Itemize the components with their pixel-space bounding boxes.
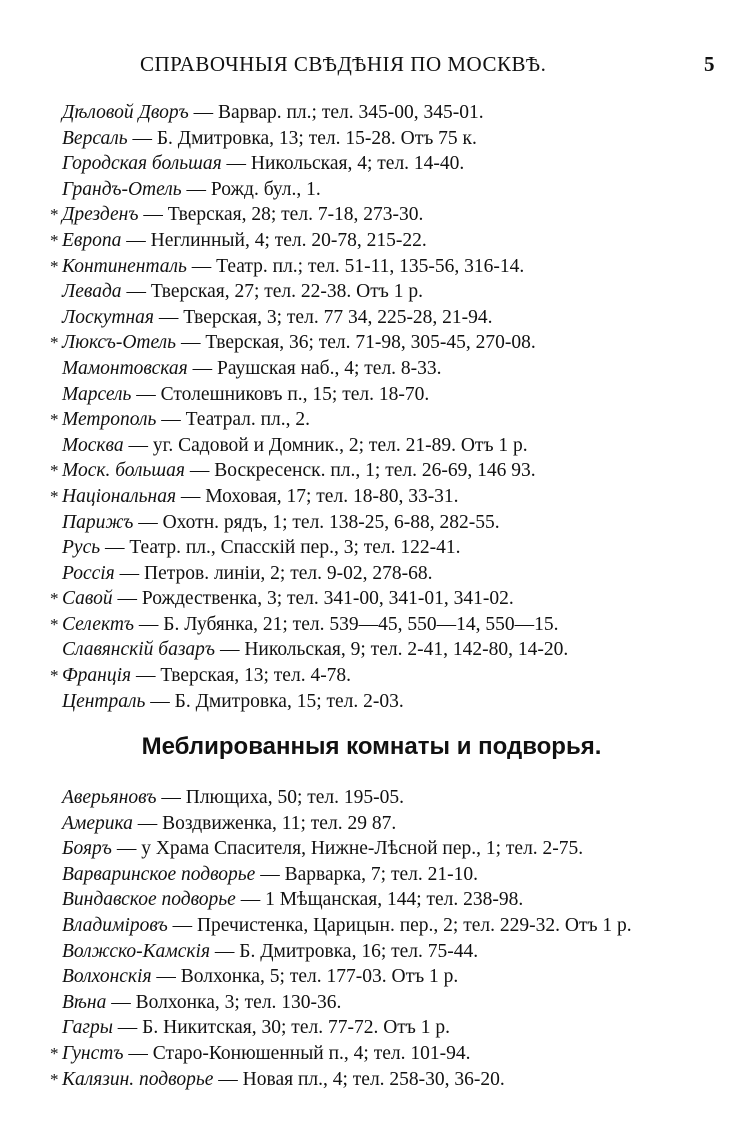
entry-name: Парижъ — [62, 511, 134, 533]
entry-name: Мамонтовская — [62, 357, 188, 379]
entry-name: Марсель — [62, 383, 132, 405]
list-item — [28, 356, 718, 382]
entry-details: — Волхонка, 3; тел. 130-36. — [106, 991, 342, 1013]
entry-details: — Старо-Конюшенный п., 4; тел. 101-94. — [123, 1042, 471, 1064]
entry-details: — Рожд. бул., 1. — [181, 178, 321, 200]
entry-details: — Тверская, 28; тел. 7-18, 273-30. — [138, 204, 424, 226]
entry-name: Моск. большая — [62, 460, 185, 482]
entry-details: — Петров. линіи, 2; тел. 9-02, 278-68. — [114, 562, 433, 584]
star-mark: * — [50, 256, 59, 276]
entry-details: — Воскресенск. пл., 1; тел. 26-69, 146 93. — [184, 460, 536, 482]
star-mark: * — [50, 461, 59, 481]
entry-name: Централь — [62, 690, 146, 712]
entry-details: — Плющиха, 50; тел. 195-05. — [156, 787, 405, 808]
entry-details: — Моховая, 17; тел. 18-80, 33-31. — [176, 485, 459, 507]
entry-name: Люксъ-Отель — [62, 332, 177, 354]
entry-details: — Театр. пл., Спасскій пер., 3; тел. 122-41. — [100, 537, 461, 559]
entry-details: — Театр. пл.; тел. 51-11, 135-56, 316-14. — [186, 255, 525, 277]
entry-name: Аверьяновъ — [62, 787, 157, 808]
star-mark: * — [50, 1043, 59, 1063]
entry-details: — Пречистенка, Царицын. пер., 2; тел. 229-32. Отъ 1 р. — [167, 914, 632, 936]
entry-details: — у Храма Спасителя, Нижне-Лѣсной пер., 1; тел. 2-75. — [111, 838, 584, 860]
star-mark: * — [50, 1069, 59, 1089]
entry-details: — Театрал. пл., 2. — [156, 409, 311, 431]
entry-name: Виндавское подворье — [62, 889, 236, 911]
list-item — [28, 663, 718, 689]
list-item — [28, 100, 718, 126]
star-mark: * — [50, 589, 59, 609]
entry-name: Національная — [62, 485, 177, 507]
list-item — [28, 990, 718, 1016]
section-heading: Меблированныя комнаты и подворья. — [141, 733, 602, 760]
entry-name: Россія — [62, 562, 115, 584]
list-item — [28, 151, 718, 177]
entry-name: Владиміровъ — [62, 914, 168, 936]
page-header — [0, 52, 743, 82]
list-item — [28, 561, 718, 587]
entry-details: — Б. Дмитровка, 15; тел. 2-03. — [145, 690, 404, 712]
entry-details: — 1 Мѣщанская, 144; тел. 238-98. — [235, 889, 524, 911]
list-item — [28, 484, 718, 510]
list-item — [28, 228, 718, 254]
list-item — [28, 964, 718, 990]
entry-details: — Тверская, 3; тел. 77 34, 225-28, 21-94. — [153, 306, 493, 328]
list-item — [28, 836, 718, 862]
entry-name: Континенталь — [62, 255, 187, 277]
entry-name: Русь — [62, 537, 101, 559]
entry-name: Вѣна — [62, 991, 107, 1013]
entry-details: — Варварка, 7; тел. 21-10. — [255, 863, 478, 885]
entry-details: — Варвар. пл.; тел. 345-00, 345-01. — [188, 102, 484, 123]
list-item — [28, 305, 718, 331]
entry-details: — Б. Дмитровка, 13; тел. 15-28. Отъ 75 к. — [127, 127, 477, 149]
list-item — [28, 1067, 718, 1093]
entry-details: — Никольская, 9; тел. 2-41, 142-80, 14-20. — [215, 639, 569, 661]
entry-name: Гунстъ — [62, 1042, 124, 1064]
entry-name: Америка — [62, 812, 133, 834]
star-mark: * — [50, 614, 59, 634]
entry-details: — Тверская, 13; тел. 4-78. — [131, 665, 352, 687]
entry-details: — Тверская, 27; тел. 22-38. Отъ 1 р. — [121, 281, 423, 303]
entry-details: — Неглинный, 4; тел. 20-78, 215-22. — [121, 229, 427, 251]
entry-name: Варваринское подворье — [62, 863, 256, 885]
list-item — [28, 433, 718, 459]
entry-details: — Б. Никитская, 30; тел. 77-72. Отъ 1 р. — [112, 1017, 451, 1039]
list-item — [28, 887, 718, 913]
star-mark: * — [50, 666, 59, 686]
entry-name: Городская большая — [62, 153, 222, 175]
list-item — [28, 637, 718, 663]
entry-name: Левада — [62, 281, 122, 303]
entry-name: Селектъ — [62, 613, 135, 635]
entry-details: — уг. Садовой и Домник., 2; тел. 21-89. Отъ 1 р. — [123, 434, 528, 456]
list-item — [28, 254, 718, 280]
star-mark: * — [50, 333, 59, 353]
entry-name: Дрезденъ — [62, 204, 139, 226]
list-item — [28, 535, 718, 561]
rooms-list — [28, 785, 718, 1092]
list-item — [28, 785, 718, 811]
star-mark: * — [50, 230, 59, 250]
page-number: 5 — [704, 52, 715, 76]
list-item — [28, 913, 718, 939]
star-mark: * — [50, 486, 59, 506]
star-mark: * — [50, 410, 59, 430]
entry-name: Лоскутная — [62, 306, 154, 328]
entry-name: Грандъ-Отель — [62, 178, 182, 200]
hotels-list — [28, 100, 718, 714]
entry-name: Славянскій базаръ — [62, 639, 216, 661]
list-item — [28, 689, 718, 715]
entry-name: Версаль — [62, 127, 128, 149]
list-item — [28, 612, 718, 638]
entry-details: — Тверская, 36; тел. 71-98, 305-45, 270-08. — [176, 332, 536, 354]
list-item — [28, 811, 718, 837]
list-item — [28, 1015, 718, 1041]
entry-name: Калязин. подворье — [62, 1068, 214, 1090]
entry-details: — Столешниковъ п., 15; тел. 18-70. — [131, 383, 430, 405]
entry-details: — Б. Лубянка, 21; тел. 539—45, 550—14, 550—15. — [134, 613, 559, 635]
list-item — [28, 202, 718, 228]
list-item — [28, 939, 718, 965]
entry-name: Франція — [62, 665, 132, 687]
list-item — [28, 177, 718, 203]
entry-name: Москва — [62, 434, 124, 456]
entry-details: — Новая пл., 4; тел. 258-30, 36-20. — [213, 1068, 505, 1090]
entry-name: Европа — [62, 229, 122, 251]
entry-name: Волжско-Камскія — [62, 940, 211, 962]
list-item — [28, 510, 718, 536]
entry-name: Дѣловой Дворъ — [62, 102, 189, 123]
entry-name: Бояръ — [62, 838, 112, 860]
list-item — [28, 458, 718, 484]
list-item — [28, 382, 718, 408]
entry-details: — Охотн. рядъ, 1; тел. 138-25, 6-88, 282-55. — [133, 511, 500, 533]
list-item — [28, 407, 718, 433]
list-item — [28, 586, 718, 612]
entry-details: — Рождественка, 3; тел. 341-00, 341-01, 341-02. — [112, 588, 514, 610]
entry-details: — Волхонка, 5; тел. 177-03. Отъ 1 р. — [151, 966, 459, 988]
entry-name: Метрополь — [62, 409, 157, 431]
list-item — [28, 126, 718, 152]
entry-name: Савой — [62, 588, 113, 610]
entry-details: — Б. Дмитровка, 16; тел. 75-44. — [210, 940, 479, 962]
list-item — [28, 279, 718, 305]
running-title: СПРАВОЧНЫЯ СВѢДѢНІЯ ПО МОСКВѢ. — [140, 52, 547, 76]
list-item — [28, 862, 718, 888]
star-mark: * — [50, 205, 59, 225]
list-item — [28, 330, 718, 356]
entry-name: Волхонскія — [62, 966, 152, 988]
entry-details: — Раушская наб., 4; тел. 8-33. — [187, 357, 442, 379]
entry-details: — Никольская, 4; тел. 14-40. — [221, 153, 465, 175]
entry-details: — Воздвиженка, 11; тел. 29 87. — [132, 812, 397, 834]
list-item — [28, 1041, 718, 1067]
entry-name: Гагры — [62, 1017, 113, 1039]
